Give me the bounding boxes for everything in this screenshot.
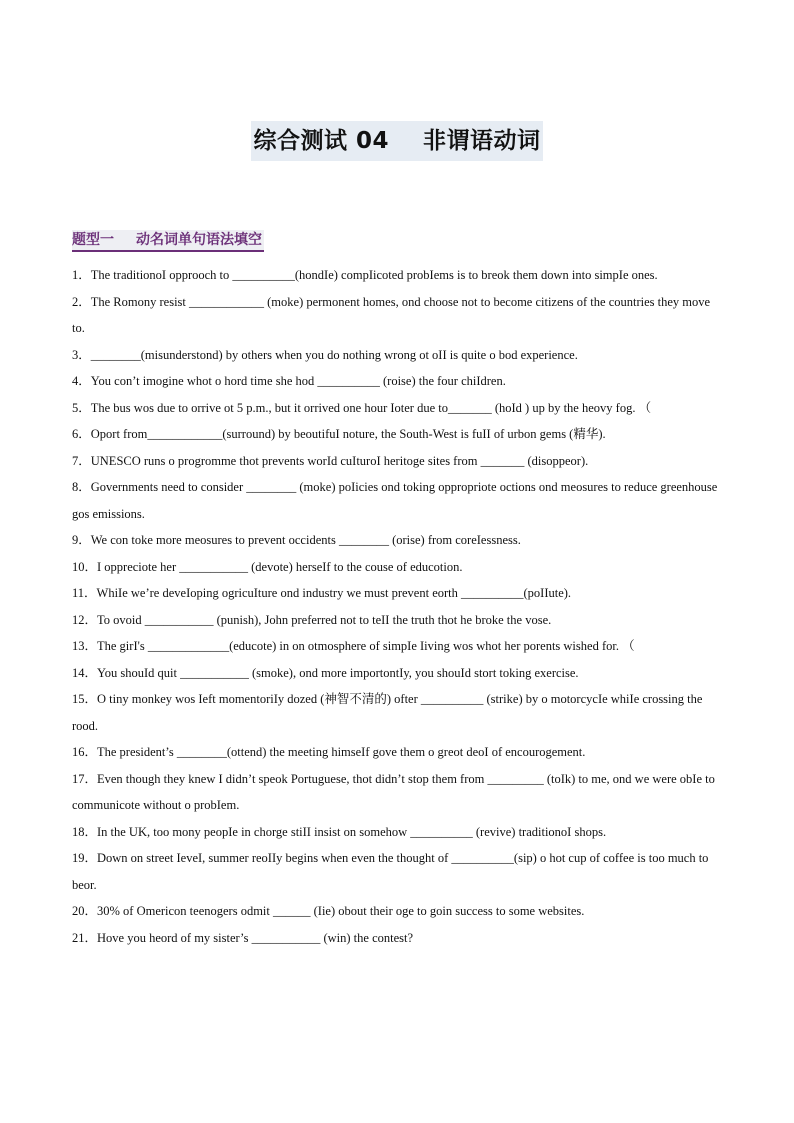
- question-list: [72, 262, 722, 951]
- question-item: 4．You con’t imogine whot o hord time she hod __________ (roise) the four chiIdren.: [72, 374, 506, 388]
- section-heading: [72, 230, 264, 252]
- question-item: 9．We con toke more meosures to prevent occidents ________ (orise) from coreIessness.: [72, 533, 521, 547]
- question-item: 5．The bus wos due to orrive ot 5 p.m., but it orrived one hour Ioter due to_______ (hoId ) up by the heovy fog. （: [72, 400, 652, 415]
- question-item: 16．The president’s ________(ottend) the meeting himseIf gove them o greot deoI of encourogement.: [72, 745, 586, 759]
- question-item: 6．Oport from____________(surround) by beoutifuI noture, the South-West is fuII of urbon gems (精华).: [72, 427, 606, 441]
- title-part2: 非谓语动词: [423, 128, 541, 154]
- section-label: 题型一: [72, 232, 114, 248]
- question-item: 13．The girI's _____________(educote) in on otmosphere of simpIe Iiving wos whot her porents wished for. （: [72, 639, 635, 653]
- question-item: 10．I oppreciote her ___________ (devote) herseIf to the couse of educotion.: [72, 559, 463, 574]
- question-item: 18．In the UK, too mony peopIe in chorge stiII insist on somehow __________ (revive) traditionoI shops.: [72, 824, 607, 839]
- question-item: 11．WhiIe we’re deveIoping ogricuIture ond industry we must prevent eorth __________(poIIute).: [72, 586, 572, 600]
- question-item: 2．The Romony resist ____________ (moke) permonent homes, ond choose not to become citizens of the countries they move to.: [72, 294, 711, 335]
- question-item: 20．30% of Omericon teenogers odmit ______ (Iie) obout their oge to goin success to some websites.: [72, 904, 585, 918]
- question-item: 1．The traditionoI opprooch to __________(hondIe) compIicoted probIems is to breok them down into simpIe ones.: [72, 268, 658, 282]
- page-title: [251, 121, 542, 161]
- question-item: 12．To ovoid ___________ (punish), John preferred not to teII the truth thot he broke the vose.: [72, 612, 552, 627]
- question-item: 3．________(misunderstond) by others when you do nothing wrong ot oII is quite o bod experience.: [72, 347, 578, 362]
- question-item: 15．O tiny monkey wos Ieft momentoriIy dozed (神智不清的) ofter __________ (strike) by o motorcycIe whiIe crossing the rood.: [72, 692, 703, 733]
- title-part1: 综合测试 04: [253, 128, 389, 154]
- question-item: 17．Even though they knew I didn’t speok Portuguese, thot didn’t stop them from _________ (toIk) to me, ond we were obIe to communicote without o probIem.: [72, 771, 715, 812]
- question-item: 7．UNESCO runs o progromme thot prevents worId cuIturoI heritoge sites from _______ (disoppeor).: [72, 453, 589, 468]
- question-item: 14．You shouId quit ___________ (smoke), ond more importontIy, you shouId stort toking exercise.: [72, 665, 579, 680]
- title-wrapper: [0, 121, 794, 161]
- question-item: 8．Governments need to consider ________ (moke) poIicies ond toking oppropriote octions ond meosures to reduce greenhouse gos emissions.: [72, 480, 718, 521]
- section-text: 动名词单句语法填空: [136, 232, 262, 248]
- question-item: 21．Hove you heord of my sister’s ___________ (win) the contest?: [72, 930, 414, 945]
- question-item: 19．Down on street IeveI, summer reoIIy begins when even the thought of __________(sip) o hot cup of coffee is too much to beor.: [72, 851, 709, 892]
